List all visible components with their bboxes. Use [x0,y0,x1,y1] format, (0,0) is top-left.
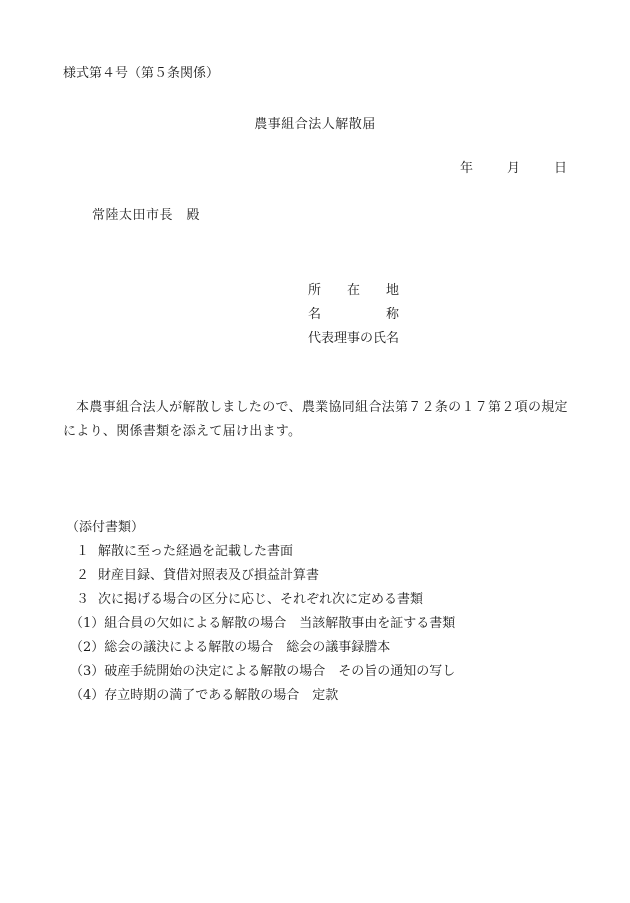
attachment-item-text: 解散に至った経過を記載した書面 [98,544,294,559]
document-title: 農事組合法人解散届 [254,117,376,132]
representative-label: 代表理事の氏名 [308,331,400,346]
attachment-subitem [66,612,455,636]
attachment-subitem [66,636,455,660]
attachment-subitem-number: （4） [70,688,105,703]
body-paragraph: 本農事組合法人が解散しましたので、農業協同組合法第７２条の１７第２項の規定により、関係書類を添えて届け出ます。 [63,400,568,439]
attachment-subitem [66,660,455,684]
addressee: 常陸太田市長 殿 [92,208,201,223]
attachment-item-number: ３ [76,592,90,607]
name-label: 名 称 [308,307,400,322]
form-number: 様式第４号（第５条関係） [63,66,220,81]
attachments-list [66,516,455,708]
attachment-item-text: 財産目録、貸借対照表及び損益計算書 [98,568,320,583]
attachment-subitem [66,684,455,708]
date-year-label: 年 [460,161,474,176]
attachment-subitem-text: 存立時期の満了である解散の場合 定款 [104,688,339,703]
attachment-item [66,588,455,612]
address-label: 所 在 地 [308,283,400,298]
attachment-item [66,564,455,588]
attachment-item-number: ２ [76,568,90,583]
attachment-subitem-number: （2） [70,640,105,655]
attachment-item-number: １ [76,544,90,559]
attachment-subitem-number: （3） [70,664,105,679]
applicant-block [308,279,399,351]
attachment-item [66,540,455,564]
attachments-heading: （添付書類） [66,520,145,535]
attachment-subitem-number: （1） [70,616,105,631]
attachment-subitem-text: 破産手続開始の決定による解散の場合 その旨の通知の写し [104,664,456,679]
date-line [460,162,567,175]
body-paragraph-container [63,396,578,444]
date-day-label: 日 [554,161,568,176]
attachment-subitem-text: 組合員の欠如による解散の場合 当該解散事由を証する書類 [104,616,456,631]
attachment-item-text: 次に掲げる場合の区分に応じ、それぞれ次に定める書類 [98,592,424,607]
date-month-label: 月 [507,161,521,176]
attachment-subitem-text: 総会の議決による解散の場合 総会の議事録謄本 [104,640,391,655]
